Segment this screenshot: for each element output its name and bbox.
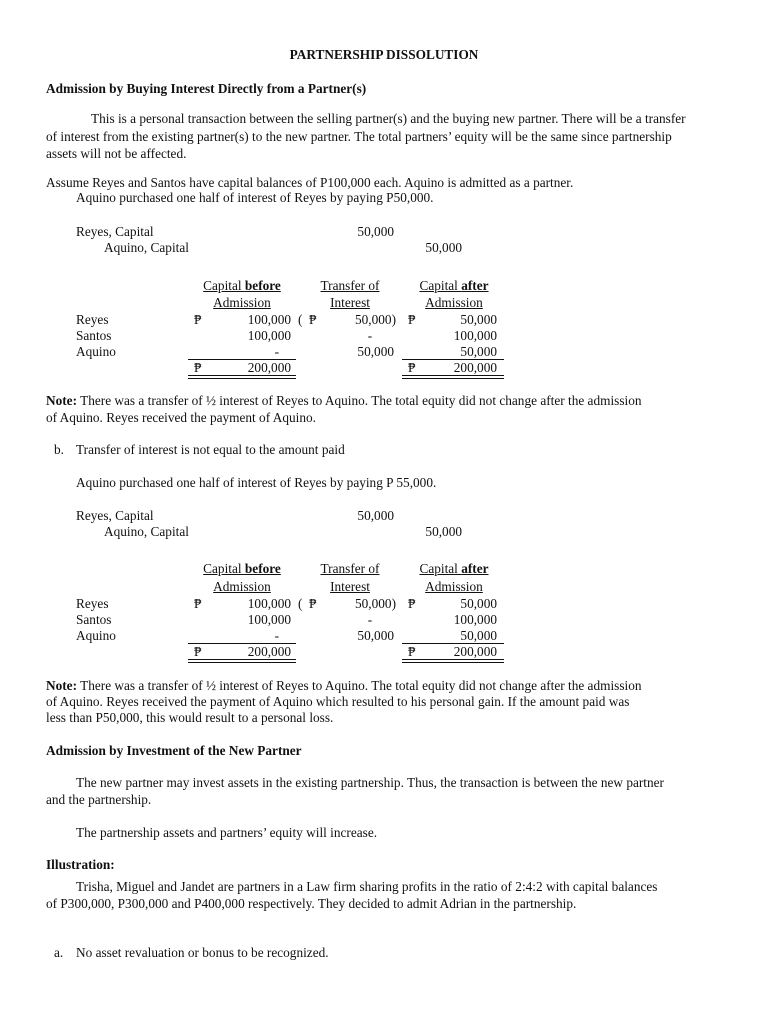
entry-credit-account: Aquino, Capital [104,524,189,539]
note-label: Note: [46,393,78,408]
total-double-rule [188,375,296,379]
page-title: PARTNERSHIP DISSOLUTION [289,47,479,62]
paragraph-line: assets will not be affected. [46,146,187,161]
paragraph-line: and the partnership. [46,792,152,807]
peso-sign: ₱ [408,360,416,375]
peso-sign: ₱ [408,644,416,659]
header-text: Capital [419,278,462,293]
header-capital-after [410,561,498,577]
total-before: 200,000 [247,644,291,659]
paragraph-line: This is a personal transaction between the selling partner(s) and the buying new partner. There will be a transfer [91,111,686,126]
header-bold: before [244,561,281,576]
open-paren: ( [298,596,303,611]
note-text: There was a transfer of ½ interest of Reyes to Aquino. The total equity did not change after the admission [77,393,642,408]
total-double-rule [188,659,296,663]
header-bold: before [244,278,281,293]
total-after: 200,000 [453,360,497,375]
peso-sign: ₱ [309,312,317,327]
header-admission: Admission [425,579,483,594]
header-text: Capital [203,278,245,293]
row-name: Santos [76,328,112,343]
cell-before: 100,000 [247,328,291,343]
cell-transfer: 50,000 [357,344,394,359]
total-double-rule [402,659,504,663]
header-capital-before [196,561,288,577]
paragraph-line: of P300,000, P300,000 and P400,000 respectively. They decided to admit Adrian in the partnership. [46,896,577,911]
header-capital-after [410,278,498,294]
note-1-line [46,393,642,409]
row-name: Reyes [76,596,109,611]
cell-before: - [274,344,279,359]
paragraph-line: The partnership assets and partners’ equity will increase. [76,825,378,840]
header-text: Capital [419,561,462,576]
note-2-line: of Aquino. Reyes received the payment of Aquino which resulted to his personal gain. If the amount paid was [46,694,630,709]
header-admission: Admission [213,295,271,310]
cell-after: 50,000 [460,312,497,327]
row-name: Santos [76,612,112,627]
cell-transfer: 50,000 [357,628,394,643]
section-heading-buying-interest: Admission by Buying Interest Directly from a Partner(s) [46,81,367,96]
row-name: Reyes [76,312,109,327]
cell-transfer: - [367,328,373,343]
cell-transfer: - [367,612,373,627]
cell-after: 100,000 [453,328,497,343]
paragraph-line: The new partner may invest assets in the existing partnership. Thus, the transaction is between the new partner [76,775,664,790]
total-double-rule [402,375,504,379]
cell-after: 100,000 [453,612,497,627]
cell-after: 50,000 [460,344,497,359]
open-paren: ( [298,312,303,327]
purchase-text: Aquino purchased one half of interest of Reyes by paying P 55,000. [76,475,437,490]
peso-sign: ₱ [309,596,317,611]
illustration-heading: Illustration: [46,857,115,872]
header-transfer: Transfer of [320,561,380,576]
header-capital-before [196,278,288,294]
row-name: Aquino [76,628,116,643]
section-heading-investment: Admission by Investment of the New Partner [46,743,302,758]
entry-credit-amount: 50,000 [425,240,462,255]
cell-before: 100,000 [247,312,291,327]
list-item-text: No asset revaluation or bonus to be recognized. [76,945,329,960]
list-letter: a. [54,945,64,960]
peso-sign: ₱ [194,596,202,611]
note-2-line: less than P50,000, this would result to a personal loss. [46,710,334,725]
peso-sign: ₱ [194,312,202,327]
cell-before: - [274,628,279,643]
note-label: Note: [46,678,78,693]
purchase-text: Aquino purchased one half of interest of Reyes by paying P50,000. [76,190,434,205]
entry-credit-account: Aquino, Capital [104,240,189,255]
cell-transfer: 50,000) [355,312,396,327]
entry-debit-amount: 50,000 [357,224,394,239]
peso-sign: ₱ [408,312,416,327]
header-interest: Interest [330,579,370,594]
cell-before: 100,000 [247,596,291,611]
paragraph-line: Trisha, Miguel and Jandet are partners in a Law firm sharing profits in the ratio of 2:4:2 with capital balances [76,879,658,894]
header-interest: Interest [330,295,370,310]
paragraph-line: of interest from the existing partner(s) to the new partner. The total partners’ equity will be the same since partnership [46,129,672,144]
total-after: 200,000 [453,644,497,659]
assumption-text: Assume Reyes and Santos have capital balances of P100,000 each. Aquino is admitted as a partner. [46,175,574,190]
header-admission: Admission [425,295,483,310]
entry-credit-amount: 50,000 [425,524,462,539]
total-before: 200,000 [247,360,291,375]
list-letter: b. [54,442,64,457]
header-bold: after [461,561,489,576]
entry-debit-account: Reyes, Capital [76,224,154,239]
peso-sign: ₱ [408,596,416,611]
cell-before: 100,000 [247,612,291,627]
header-admission: Admission [213,579,271,594]
peso-sign: ₱ [194,360,202,375]
cell-transfer: 50,000) [355,596,396,611]
note-text: There was a transfer of ½ interest of Reyes to Aquino. The total equity did not change after the admission [77,678,642,693]
note-1-line: of Aquino. Reyes received the payment of Aquino. [46,410,316,425]
row-name: Aquino [76,344,116,359]
header-bold: after [461,278,489,293]
header-transfer: Transfer of [320,278,380,293]
header-text: Capital [203,561,245,576]
entry-debit-account: Reyes, Capital [76,508,154,523]
entry-debit-amount: 50,000 [357,508,394,523]
cell-after: 50,000 [460,596,497,611]
list-item-text: Transfer of interest is not equal to the amount paid [76,442,345,457]
note-2-line [46,678,642,694]
peso-sign: ₱ [194,644,202,659]
cell-after: 50,000 [460,628,497,643]
